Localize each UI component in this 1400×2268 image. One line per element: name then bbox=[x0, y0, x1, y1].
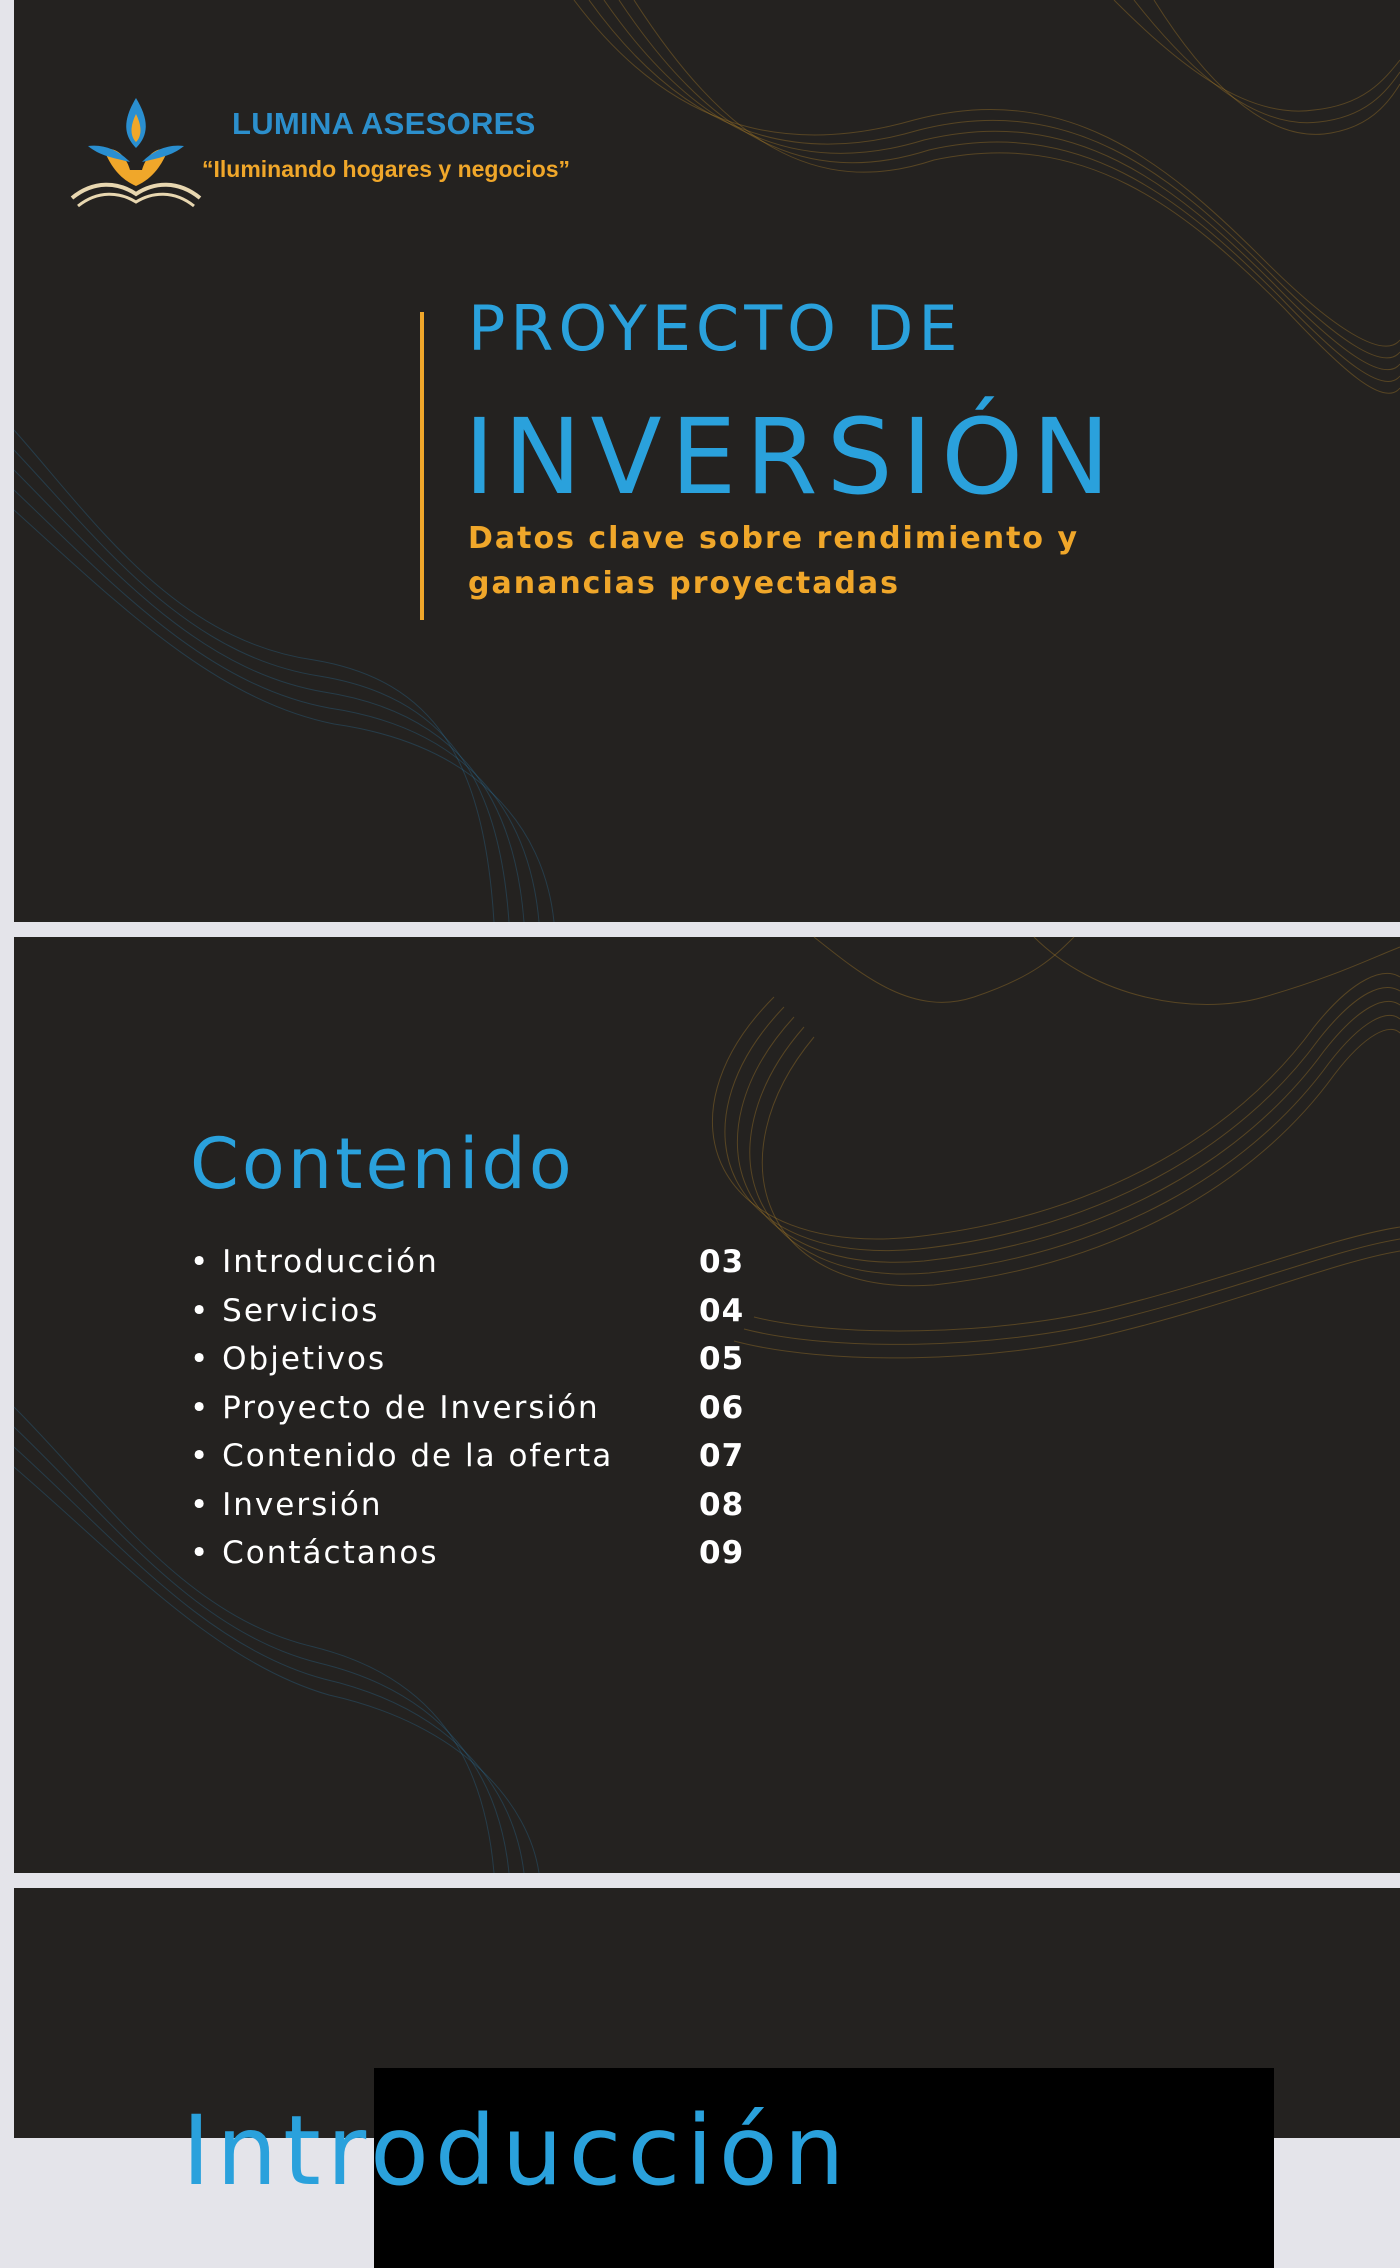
toc-item[interactable] bbox=[190, 1535, 750, 1583]
toc-item-page: 04 bbox=[699, 1293, 745, 1329]
cover-subtitle-line-1: Datos clave sobre rendimiento y bbox=[468, 521, 1080, 556]
toc-item[interactable] bbox=[190, 1293, 750, 1341]
toc-item-page: 05 bbox=[699, 1341, 745, 1377]
toc-item-label: • Proyecto de Inversión bbox=[190, 1390, 600, 1426]
cover-subtitle bbox=[468, 516, 1168, 606]
toc-item-page: 06 bbox=[699, 1390, 745, 1426]
toc-item-page: 08 bbox=[699, 1487, 745, 1523]
toc-item-page: 03 bbox=[699, 1244, 745, 1280]
brand-name: LUMINA ASESORES bbox=[232, 106, 536, 141]
toc-item-label: • Contáctanos bbox=[190, 1535, 439, 1571]
intro-title: Introducción bbox=[182, 2095, 851, 2207]
brand-logo bbox=[64, 90, 214, 210]
contents-title: Contenido bbox=[190, 1123, 575, 1205]
slide-cover bbox=[14, 0, 1400, 922]
cover-title-main: INVERSIÓN bbox=[464, 396, 1119, 518]
toc-item-label: • Inversión bbox=[190, 1487, 383, 1523]
toc-item-label: • Introducción bbox=[190, 1244, 439, 1280]
toc-item[interactable] bbox=[190, 1341, 750, 1389]
toc-item[interactable] bbox=[190, 1244, 750, 1292]
toc-item-label: • Contenido de la oferta bbox=[190, 1438, 614, 1474]
toc-item-page: 07 bbox=[699, 1438, 745, 1474]
toc-item[interactable] bbox=[190, 1390, 750, 1438]
toc-item-label: • Objetivos bbox=[190, 1341, 387, 1377]
toc-item-label: • Servicios bbox=[190, 1293, 380, 1329]
cover-title-top: PROYECTO DE bbox=[468, 292, 963, 365]
toc-item-page: 09 bbox=[699, 1535, 745, 1571]
slide-contents bbox=[14, 937, 1400, 1873]
cover-subtitle-line-2: ganancias proyectadas bbox=[468, 566, 901, 601]
title-accent-bar bbox=[420, 312, 424, 620]
brand-tagline: “Iluminando hogares y negocios” bbox=[202, 156, 571, 182]
toc-item[interactable] bbox=[190, 1438, 750, 1486]
slide-introduction bbox=[14, 1888, 1400, 2207]
toc-item[interactable] bbox=[190, 1487, 750, 1535]
